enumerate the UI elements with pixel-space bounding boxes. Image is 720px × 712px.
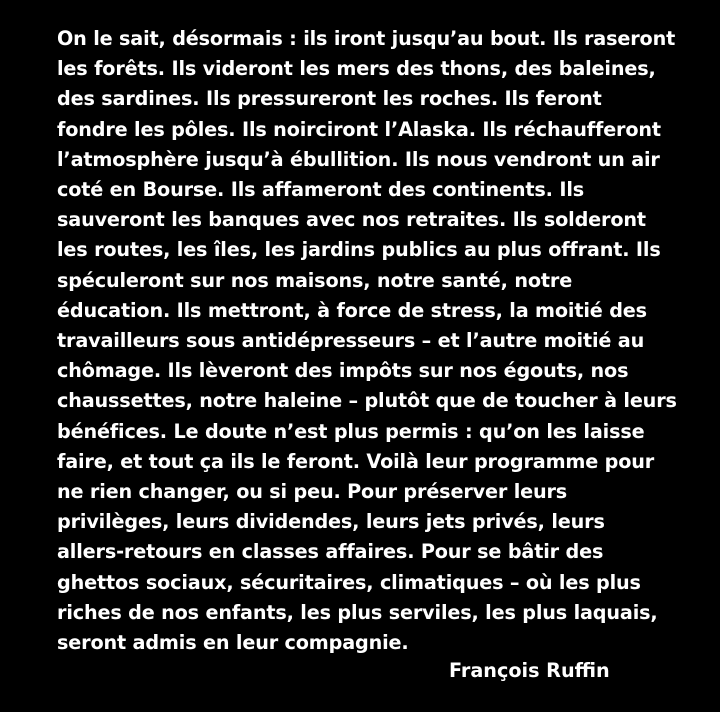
quote-line: ne rien changer, ou si peu. Pour préserver leurs	[57, 480, 568, 504]
quote-author: François Ruffin	[449, 659, 610, 682]
quote-line: riches de nos enfants, les plus serviles, les plus laquais,	[57, 600, 658, 624]
quote-line: On le sait, désormais : ils iront jusqu’au bout. Ils raseront	[57, 27, 676, 50]
quote-line: sauveront les banques avec nos retraites. Ils solderont	[57, 208, 646, 232]
quote-line: privilèges, leurs dividendes, leurs jets privés, leurs	[57, 510, 605, 534]
quote-line: faire, et tout ça ils le feront. Voilà leur programme pour	[57, 449, 655, 473]
quote-text	[57, 24, 697, 658]
quote-line: les forêts. Ils videront les mers des thons, des baleines,	[57, 57, 656, 81]
quote-line: des sardines. Ils pressureront les roches. Ils feront	[57, 87, 602, 111]
quote-line: allers-retours en classes affaires. Pour se bâtir des	[57, 540, 604, 564]
quote-line: coté en Bourse. Ils affameront des continents. Ils	[57, 178, 585, 202]
quote-line: éducation. Ils mettront, à force de stress, la moitié des	[57, 298, 647, 322]
quote-line: les routes, les îles, les jardins publics au plus offrant. Ils	[57, 238, 661, 262]
quote-line: spéculeront sur nos maisons, notre santé, notre	[57, 268, 573, 292]
quote-line: chaussettes, notre haleine – plutôt que de toucher à leurs	[57, 389, 677, 413]
quote-line: l’atmosphère jusqu’à ébullition. Ils nous vendront un air	[57, 147, 660, 171]
quote-line: travailleurs sous antidépresseurs – et l’autre moitié au	[57, 329, 645, 353]
quote-line: chômage. Ils lèveront des impôts sur nos égouts, nos	[57, 359, 629, 383]
quote-line: fondre les pôles. Ils noirciront l’Alaska. Ils réchaufferont	[57, 117, 661, 141]
quote-line: seront admis en leur compagnie.	[57, 631, 409, 655]
quote-line: ghettos sociaux, sécuritaires, climatiques – où les plus	[57, 570, 641, 594]
quote-line: bénéfices. Le doute n’est plus permis : qu’on les laisse	[57, 419, 645, 443]
